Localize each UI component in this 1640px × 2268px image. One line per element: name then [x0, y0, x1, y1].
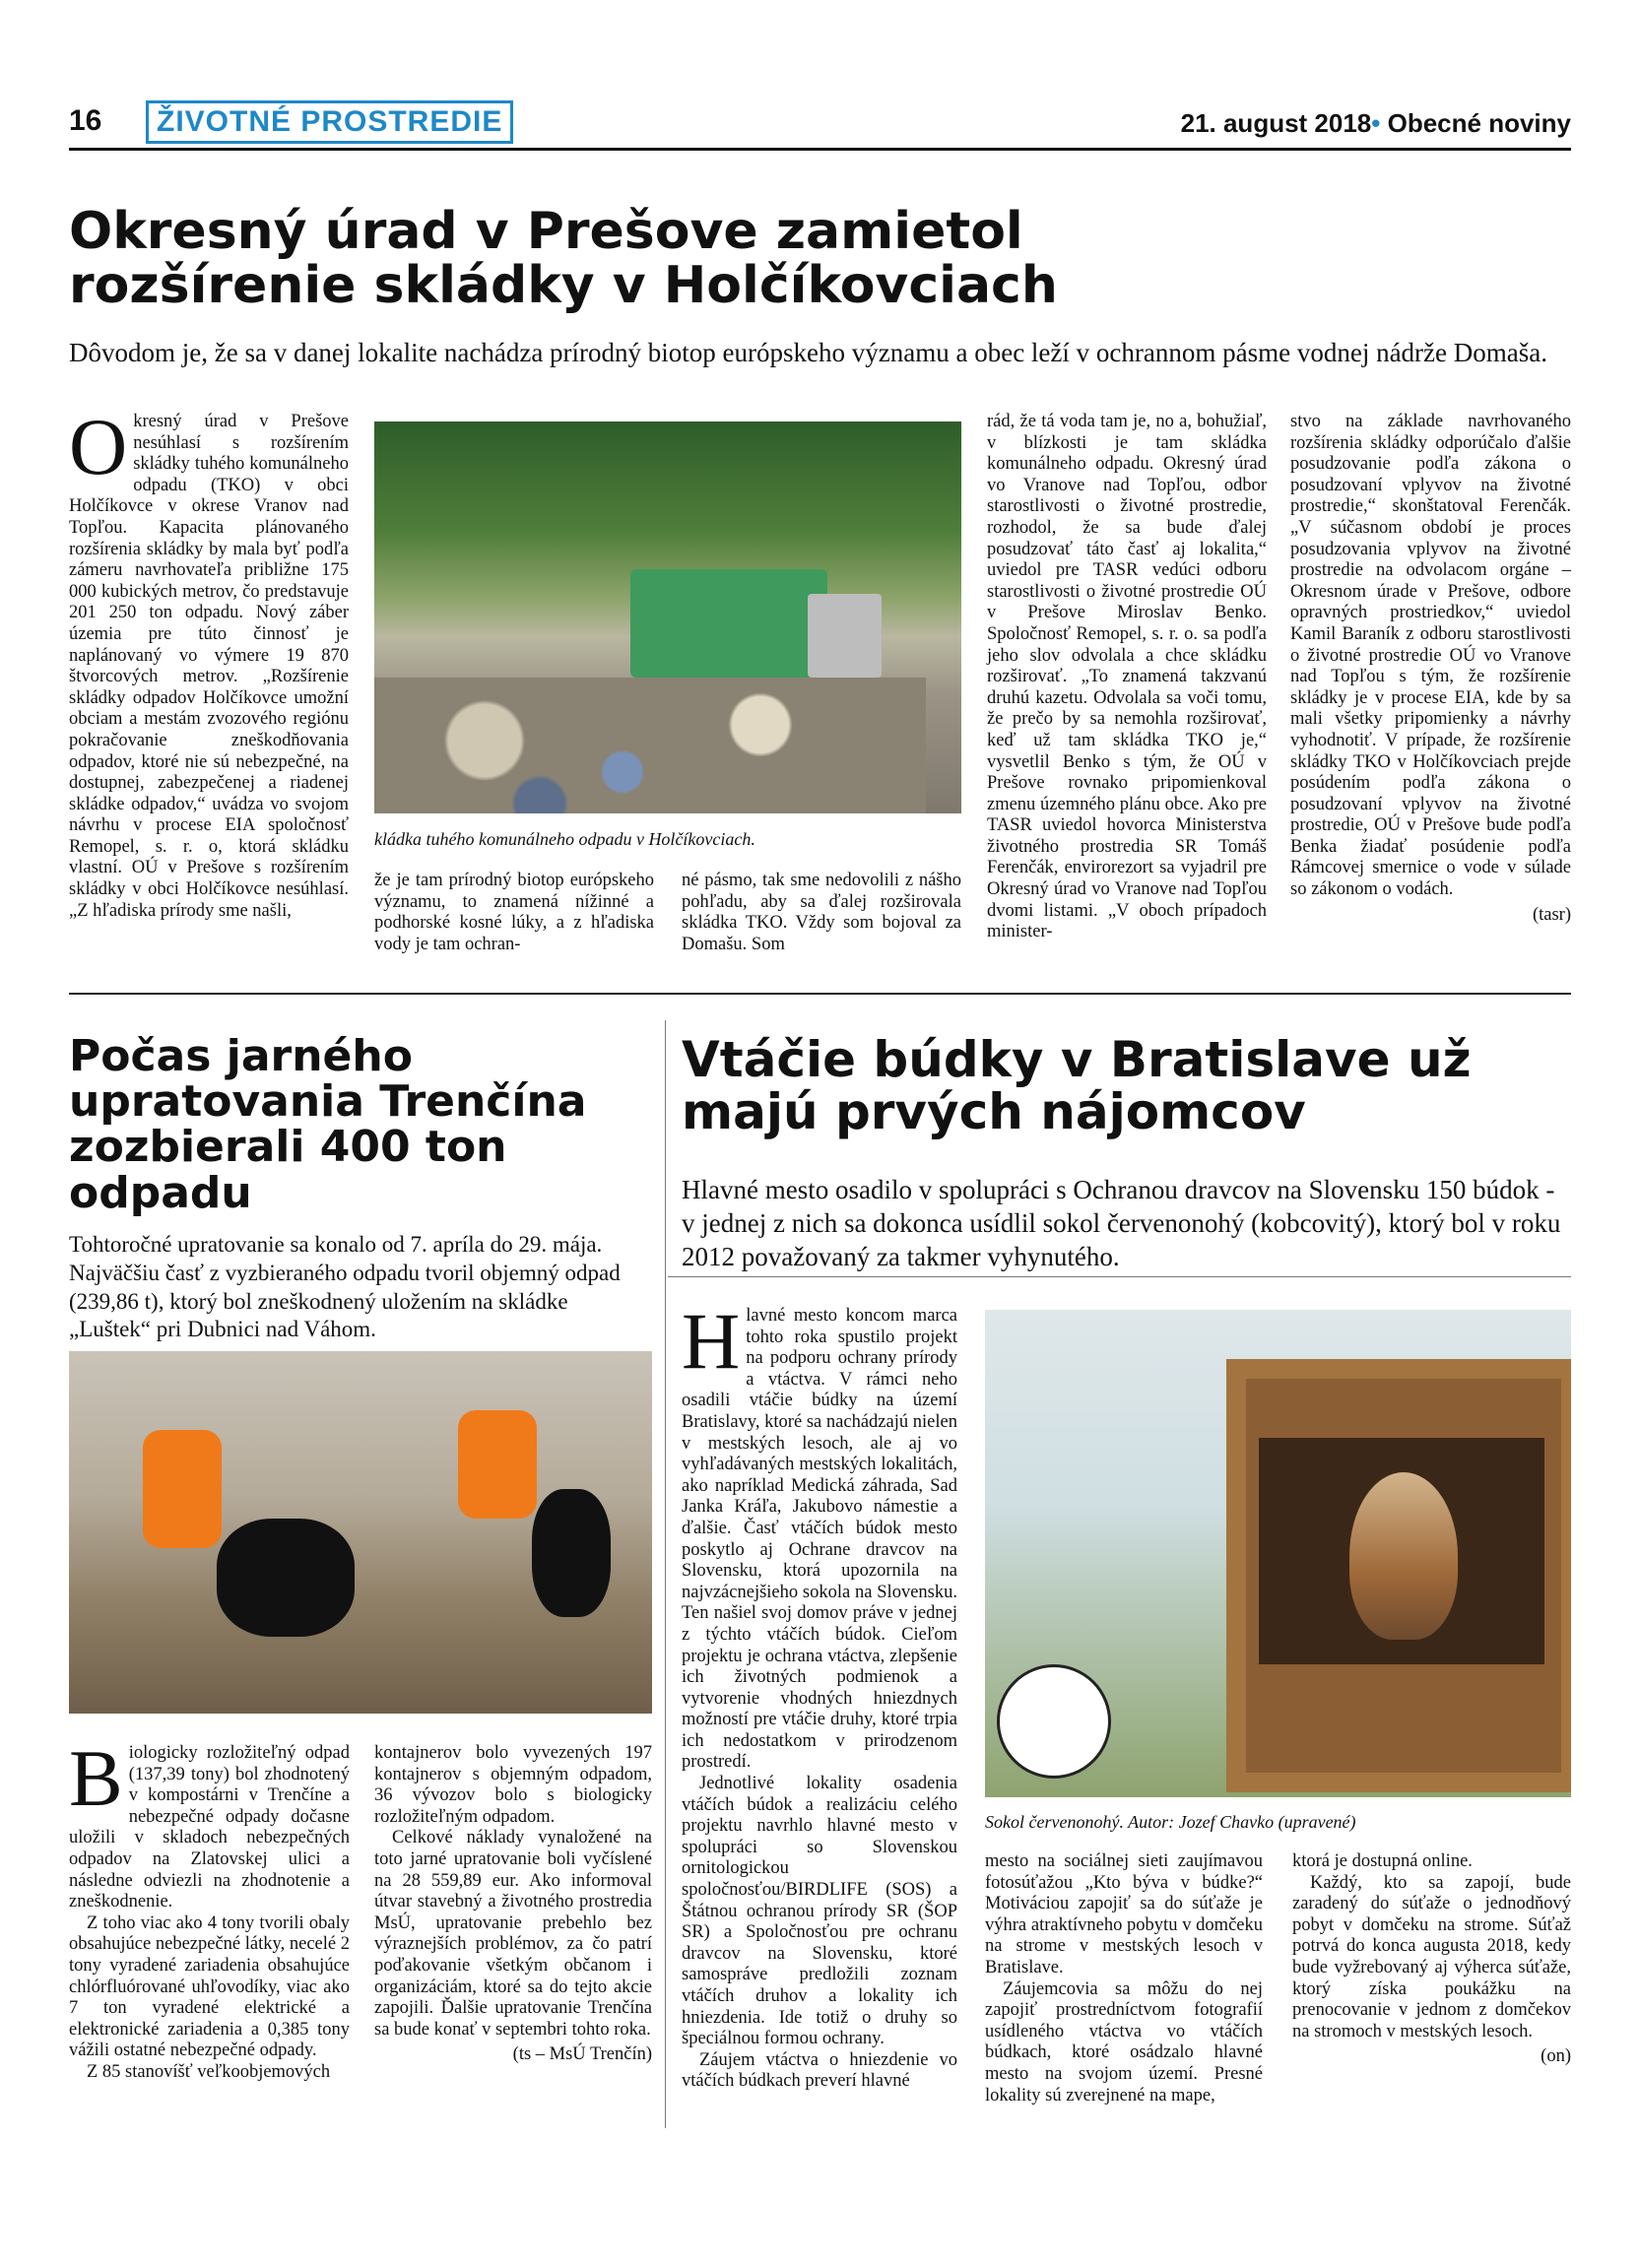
garbage-truck [630, 569, 827, 678]
trash-bag-left [217, 1519, 355, 1637]
article3-col1-p3: Záujem vtáctva o hniezdenie vo vtáčích búdkach preverí hlavné [682, 2049, 957, 2092]
landfill-photo [374, 421, 961, 813]
waste-pile [374, 678, 926, 813]
section-title: ŽIVOTNÉ PROSTREDIE [146, 100, 513, 144]
article2-column-2 [374, 1743, 652, 2066]
article1-column-5 [1290, 412, 1571, 926]
article3-col2-p1: mesto na sociálnej sieti zaujímavou fotosúťažou „Kto býva v búdke?“ Motiváciou zapojiť sa do súťaže je výhra atraktívneho pobytu v domčeku na strome v mestských lesoch v Bratislave. [985, 1851, 1263, 1977]
article2-col2-p2: Celkové náklady vynaložené na toto jarné upratovanie boli vyčíslené na 28 559,89 eur. Ako informoval útvar stavebný a životného prostredia MsÚ, upratovanie prebehlo bez výraznejších problémov, za čo patrí poďakovanie všetkým občanom i organizáciám, ktoré sa do tejto akcie zapojili. Ďalšie upratovanie Trenčína sa bude konať v septembri tohto roka. [374, 1828, 652, 2040]
article1-col2-text: že je tam prírodný biotop európskeho významu, to znamená nížinné a podhorské kosné lúky, a z hľadiska vody je tam ochran- [374, 871, 654, 954]
bird-box-photo [985, 1310, 1571, 1797]
article3-dropcap: H [682, 1296, 741, 1386]
page-number: 16 [69, 104, 102, 137]
issue-date: 21. august 2018 [1180, 108, 1372, 138]
article2-column-1 [69, 1733, 350, 2084]
article1-col3-text: né pásmo, tak sme nedovolili z nášho pohľadu, aby sa ďalej rozširovala skládka TKO. Vždy som bojoval za Domašu. Som [682, 871, 961, 954]
article2-col1-p2: Z toho viac ako 4 tony tvorili obaly obsahujúce nebezpečné látky, necelé 2 tony vyradené zariadenia obsahujúce chlórfluórované uhľovodíky, viac ako 7 ton vyradené elektrické a elektronické zariadenia a 0,385 tony vážili ostatné nebezpečné odpady. [69, 1912, 350, 2061]
article3-col1-p2: Jednotlivé lokality osadenia vtáčích búdok a realizáciu celého projektu navrhlo hlavné mesto v spolupráci so Slovenskou ornitologickou spoločnosťou/BIRDLIFE (SOS) a Štátnou ochranou prírody SR (ŠOP SR) a Spoločnosťou pre ochranu dravcov na Slovensku, ktoré samospráve predložili zoznam vtáčích druhov a lokality ich hniezdenia. Ide totiž o druhy so špeciálnou formou ochrany. [682, 1774, 957, 2049]
article1-column-4 [987, 412, 1267, 943]
truck-cab [808, 594, 882, 678]
article3-col1-p1: lavné mesto koncom marca tohto roka spustilo projekt na podporu ochrany prírody a vtáctva. V rámci neho osadili vtáčie búdky na území Bratislavy, ktoré sa nachádzajú nielen v mestských lesoch, ale aj vo vyhľadávaných mestských lokalitách, ako napríklad Medická záhrada, Sad Janka Kráľa, Jakubovo námestie a ďalšie. Časť vtáčích búdok mesto poskytlo aj Ochrane dravcov na Slovensku, ktorá upozornila na najvzácnejšieho sokola na Slovensku. Ten našiel svoj domov práve v jednej z týchto vtáčích búdok. Cieľom projektu je ochrana vtáctva, zlepšenie ich životných podmienok a vytvorenie vhodných hniezdnych možností pre vtáčie druhy, ktoré trpia ich nedostatkom v prirodzenom prostredí. [682, 1306, 957, 1773]
article1-col4-text: rád, že tá voda tam je, no a, bohužiaľ, v blízkosti je tam skládka komunálneho odpadu. Okresný úrad vo Vranove nad Topľou, odbor starostlivosti o životné prostredie, rozhodol, že sa bude ďalej posudzovať táto časť aj lokalita,“ uviedol pre TASR vedúci odboru starostlivosti o životné prostredie OÚ v Prešove Miroslav Benko. Spoločnosť Remopel, s. r. o. sa podľa jeho slov odvolala a chce skládku rozširovať. „To znamená takzvanú druhú kazetu. Odvolala sa voči tomu, že prečo by sa nemohla rozširovať, keď už tam skládka TKO je,“ vysvetlil Benko s tým, že OÚ v Prešove rovnako pripomienkoval zmenu územného plánu obce. Ako pre TASR uviedol hovorca Ministerstva životného prostredia SR Tomáš Ferenčák, envirorezort sa vyjadril pre Okresný úrad vo Vranove nad Topľou dvomi listami. „V oboch prípadoch minister- [987, 412, 1267, 942]
article3-column-3 [1292, 1851, 1571, 2068]
article1-col1-text: kresný úrad v Prešove nesúhlasí s rozšírením skládky tuhého komunálneho odpadu (TKO) v obci Holčíkovce v okrese Vranov nad Topľou. Kapacita plánovaného rozšírenia skládky by mala byť podľa zámeru navrhovateľa približne 175 000 kubických metrov, čo predstavuje 201 250 ton odpadu. Nový záber územia pre túto činnosť je naplánovaný vo výmere 19 870 štvorcových metrov. „Rozšírenie skládky odpadov Holčíkovce umožní obciam a mestám zvozového regiónu pokračovanie zneškodňovania odpadov, ktoré nie sú nebezpečné, na dostupnej, zabezpečenej a riadenej skládke odpadov,“ uvádza vo svojom návrhu v procese EIA spoločnosť Remopel, s. r. o, ktorá skládku vlastní. OÚ v Prešove s rozšírením skládky v obci Holčíkovce nesúhlasí. „Z hľadiska prírody sme našli, [69, 412, 349, 921]
trash-bag-right [532, 1489, 611, 1617]
article3-column-1 [682, 1296, 957, 2093]
article2-col1-p1: iologicky rozložiteľný odpad (137,39 tony) bol zhodnotený v kompostárni v Trenčíne a nebezpečné odpady dočasne uložili v skladoch nebezpečných odpadov na Zlatovskej ulici a následne odviezli na zhodnotenie a zneškodnenie. [69, 1743, 350, 1912]
article2-col1-p3: Z 85 stanovíšť veľkoobjemových [87, 2061, 331, 2082]
article2-lead: Tohtoročné upratovanie sa konalo od 7. apríla do 29. mája. Najväčšiu časť z vyzbieraného odpadu tvoril objemný odpad (239,86 t), ktorý bol zneškodnený uložením na skládke „Luštek“ pri Dubnici nad Váhom. [69, 1232, 621, 1342]
article1-column-1 [69, 402, 349, 922]
article1-column-2 [374, 871, 654, 955]
header-date-paper [1181, 108, 1571, 139]
article2-signature: (ts – MsÚ Trenčín) [512, 2044, 652, 2065]
article1-column-3 [682, 871, 961, 955]
article1-title: Okresný úrad v Prešove zamietol rozšírenie skládky v Holčíkovciach [69, 202, 1058, 315]
article1-bottom-rule [69, 993, 1571, 995]
article1-signature: (tasr) [1532, 904, 1571, 925]
article1-col5-text: stvo na základe navrhovaného rozšírenia skládky odporúčalo ďalšie posudzovanie podľa zákona o posudzovaní vplyvov na životné prostredie,“ skonštatoval Ferenčák. „V súčasnom období je proces posudzovania vplyvov na životné prostredie na odvolacom orgáne – Okresnom úrade v Prešove, odbore opravných prostriedkov,“ uviedol Kamil Baraník z odboru starostlivosti o životné prostredie OÚ vo Vranove nad Topľou s tým, že rozšírenie skládky je v procese EIA, kde by sa mali všetky pripomienky a návrhy vyhodnotiť. V prípade, že rozšírenie skládky TKO v Holčíkovciach prejde posúdením podľa zákona o posudzovaní vplyvov na životné prostredie, OÚ v Prešove bude podľa Benka žiadať posúdenie podľa Rámcovej smernice o vode v súlade so zákonom o vodách. [1290, 412, 1571, 900]
bird-photo-caption: Sokol červenonohý. Autor: Jozef Chavko (upravené) [985, 1812, 1356, 1832]
article3-signature: (on) [1541, 2046, 1571, 2067]
article3-col2-p2: Záujemcovia sa môžu do nej zapojiť prostredníctvom fotografií usídleného vtáctva vo vtáčích búdkach, ktoré osádzalo hlavné mesto na svojom území. Presné lokality sú zverejnené na mape, [985, 1978, 1263, 2106]
landfill-photo-caption: kládka tuhého komunálneho odpadu v Holčíkovciach. [374, 829, 755, 849]
column-divider [665, 1020, 666, 2128]
article3-lead: Hlavné mesto osadilo v spolupráci s Ochranou dravcov na Slovensku 150 búdok - v jednej z nich sa dokonca usídlil sokol červenonohý (kobcovitý), ktorý bol v roku 2012 považovaný za takmer vyhynutého. [682, 1175, 1561, 1271]
paper-name: Obecné noviny [1387, 108, 1571, 138]
article1-lead: Dôvodom je, že sa v danej lokalite nachádza prírodný biotop európskeho významu a obec leží v ochrannom pásme vodnej nádrže Domaša. [69, 338, 1547, 367]
cleanup-photo [69, 1351, 652, 1714]
worker-left [143, 1430, 222, 1548]
article3-lead-rule [668, 1276, 1571, 1277]
falcon [1349, 1472, 1458, 1640]
worker-right [458, 1410, 537, 1519]
raptor-protection-logo [997, 1664, 1111, 1779]
header-separator: • [1371, 108, 1381, 138]
article2-col2-p1: kontajnerov bolo vyvezených 197 kontajnerov s objemným odpadom, 36 vývozov bolo s biologicky rozložiteľným odpadom. [374, 1743, 652, 1827]
article3-title: Vtáčie búdky v Bratislave už majú prvých nájomcov [682, 1031, 1472, 1140]
header-rule [69, 148, 1571, 151]
article3-column-2 [985, 1851, 1263, 2106]
article1-dropcap: O [69, 402, 128, 491]
article3-col3-p1: ktorá je dostupná online. [1292, 1851, 1473, 1871]
article2-title: Počas jarného upratovania Trenčína zozbierali 400 ton odpadu [69, 1031, 587, 1218]
article3-col3-p2: Každý, kto sa zapojí, bude zaradený do súťaže o jednodňový pobyt v domčeku na strome. Súťaž potrvá do konca augusta 2018, kedy bude vyžrebovaný aj výherca súťaže, ktorý získa poukážku na prenocovanie v jednom z domčekov na stromoch v mestských lesoch. [1292, 1872, 1571, 2041]
article2-dropcap: B [69, 1733, 123, 1823]
